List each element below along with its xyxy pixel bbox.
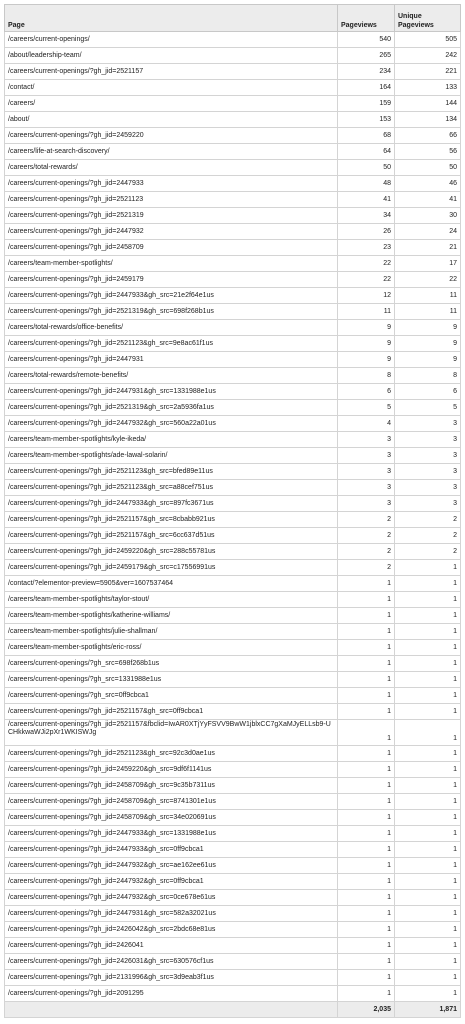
table-row (5, 272, 461, 288)
unique-pageviews-cell: 22 (395, 272, 461, 288)
page-cell[interactable]: /careers/current-openings/?gh_jid=2447931&gh_src=1331988e1us (5, 384, 338, 400)
pageviews-cell: 153 (338, 112, 395, 128)
pageviews-cell: 9 (338, 352, 395, 368)
table-row (5, 954, 461, 970)
page-cell[interactable]: /careers/current-openings/?gh_jid=2447933&gh_src=1331988e1us (5, 826, 338, 842)
totals-row (5, 1002, 461, 1018)
table-row (5, 512, 461, 528)
page-cell[interactable]: /careers/current-openings/?gh_jid=2458709 (5, 240, 338, 256)
table-row (5, 48, 461, 64)
pageviews-cell: 5 (338, 400, 395, 416)
unique-pageviews-cell: 144 (395, 96, 461, 112)
pageviews-cell: 1 (338, 922, 395, 938)
page-cell[interactable]: /careers/current-openings/?gh_jid=2131996&gh_src=3d9eab3f1us (5, 970, 338, 986)
table-row (5, 826, 461, 842)
unique-pageviews-cell: 242 (395, 48, 461, 64)
table-row (5, 890, 461, 906)
unique-pageviews-cell: 1 (395, 704, 461, 720)
page-cell[interactable]: /careers/total-rewards/ (5, 160, 338, 176)
page-cell[interactable]: /careers/current-openings/?gh_jid=2521319 (5, 208, 338, 224)
pageviews-cell: 3 (338, 480, 395, 496)
table-row (5, 720, 461, 746)
unique-pageviews-cell: 1 (395, 906, 461, 922)
pageviews-cell: 12 (338, 288, 395, 304)
page-cell[interactable]: /careers/current-openings/?gh_jid=2521123&gh_src=a88cef751us (5, 480, 338, 496)
page-cell[interactable]: /careers/current-openings/?gh_jid=2521157&gh_src=6cc637d51us (5, 528, 338, 544)
page-cell[interactable]: /careers/team-member-spotlights/eric-ross/ (5, 640, 338, 656)
unique-pageviews-cell: 56 (395, 144, 461, 160)
table-row (5, 794, 461, 810)
pageviews-cell: 1 (338, 970, 395, 986)
unique-pageviews-cell: 3 (395, 464, 461, 480)
total-pageviews: 2,035 (338, 1002, 395, 1018)
page-cell[interactable]: /careers/current-openings/?gh_jid=2447932&gh_src=0ce678e61us (5, 890, 338, 906)
table-row (5, 986, 461, 1002)
pageviews-cell: 22 (338, 256, 395, 272)
table-row (5, 858, 461, 874)
pageviews-cell: 3 (338, 448, 395, 464)
unique-pageviews-cell: 1 (395, 560, 461, 576)
page-cell[interactable]: /careers/current-openings/?gh_jid=2447932&gh_src=0ff9cbca1 (5, 874, 338, 890)
pageviews-cell: 2 (338, 544, 395, 560)
unique-pageviews-cell: 30 (395, 208, 461, 224)
unique-pageviews-cell: 1 (395, 640, 461, 656)
pageviews-cell: 50 (338, 160, 395, 176)
pageviews-cell: 26 (338, 224, 395, 240)
table-row (5, 656, 461, 672)
table-row (5, 64, 461, 80)
page-cell[interactable]: /careers/current-openings/?gh_jid=2521123&gh_src=bfed89e11us (5, 464, 338, 480)
column-header-pageviews[interactable]: Pageviews (338, 5, 395, 32)
pageviews-cell: 64 (338, 144, 395, 160)
page-cell[interactable]: /careers/current-openings/?gh_jid=2521319&gh_src=2a5936fa1us (5, 400, 338, 416)
table-row (5, 640, 461, 656)
page-cell[interactable]: /careers/current-openings/?gh_jid=2447931 (5, 352, 338, 368)
pageviews-cell: 164 (338, 80, 395, 96)
unique-pageviews-cell: 21 (395, 240, 461, 256)
page-cell[interactable]: /careers/current-openings/?gh_jid=2458709&gh_src=34e020691us (5, 810, 338, 826)
page-cell[interactable]: /careers/team-member-spotlights/julie-shallman/ (5, 624, 338, 640)
page-cell[interactable]: /careers/life-at-search-discovery/ (5, 144, 338, 160)
unique-pageviews-cell: 1 (395, 746, 461, 762)
pageviews-cell: 1 (338, 592, 395, 608)
table-row (5, 938, 461, 954)
pageviews-cell: 3 (338, 464, 395, 480)
page-cell[interactable]: /contact/ (5, 80, 338, 96)
pageviews-cell: 1 (338, 890, 395, 906)
unique-pageviews-cell: 5 (395, 400, 461, 416)
page-cell[interactable]: /careers/current-openings/?gh_jid=2521123&gh_src=9e8ac61f1us (5, 336, 338, 352)
table-row (5, 304, 461, 320)
table-row (5, 528, 461, 544)
page-cell[interactable]: /careers/current-openings/?gh_jid=2459220&gh_src=9df6f1141us (5, 762, 338, 778)
unique-pageviews-cell: 24 (395, 224, 461, 240)
pageviews-cell: 159 (338, 96, 395, 112)
table-row (5, 320, 461, 336)
pageviews-cell: 22 (338, 272, 395, 288)
unique-pageviews-cell: 1 (395, 672, 461, 688)
page-cell[interactable]: /careers/team-member-spotlights/ (5, 256, 338, 272)
page-cell[interactable]: /careers/team-member-spotlights/taylor-stout/ (5, 592, 338, 608)
pageviews-cell: 2 (338, 528, 395, 544)
unique-pageviews-cell: 221 (395, 64, 461, 80)
table-row (5, 384, 461, 400)
page-cell[interactable]: /careers/current-openings/?gh_jid=2447933&gh_src=0ff9cbca1 (5, 842, 338, 858)
unique-pageviews-cell: 1 (395, 890, 461, 906)
pageviews-cell: 2 (338, 560, 395, 576)
table-row (5, 592, 461, 608)
page-cell[interactable]: /careers/current-openings/?gh_jid=2447933 (5, 176, 338, 192)
page-cell[interactable]: /about/leadership-team/ (5, 48, 338, 64)
page-cell[interactable]: /careers/current-openings/?gh_jid=2521123 (5, 192, 338, 208)
unique-pageviews-cell: 134 (395, 112, 461, 128)
page-cell[interactable]: /careers/current-openings/?gh_jid=2447932&gh_src=ae162ee61us (5, 858, 338, 874)
page-cell[interactable]: /contact/?elementor-preview=5905&ver=1607537464 (5, 576, 338, 592)
pageviews-cell: 1 (338, 954, 395, 970)
pageviews-cell: 1 (338, 986, 395, 1002)
unique-pageviews-cell: 66 (395, 128, 461, 144)
table-row (5, 544, 461, 560)
analytics-report (4, 4, 460, 1018)
pageviews-cell: 23 (338, 240, 395, 256)
page-cell[interactable]: /careers/current-openings/?gh_src=698f268b1us (5, 656, 338, 672)
table-row (5, 400, 461, 416)
page-cell[interactable]: /careers/current-openings/?gh_jid=2447932 (5, 224, 338, 240)
pageviews-cell: 9 (338, 336, 395, 352)
unique-pageviews-cell: 1 (395, 688, 461, 704)
unique-pageviews-cell: 1 (395, 576, 461, 592)
page-cell[interactable]: /careers/current-openings/?gh_jid=2458709&gh_src=9c35b7311us (5, 778, 338, 794)
unique-pageviews-cell: 9 (395, 352, 461, 368)
table-row (5, 336, 461, 352)
table-row (5, 352, 461, 368)
page-cell[interactable]: /careers/current-openings/?gh_jid=2426031&gh_src=630576cf1us (5, 954, 338, 970)
pageviews-cell: 1 (338, 656, 395, 672)
table-row (5, 704, 461, 720)
table-row (5, 922, 461, 938)
unique-pageviews-cell: 1 (395, 986, 461, 1002)
unique-pageviews-cell: 1 (395, 922, 461, 938)
unique-pageviews-cell: 1 (395, 794, 461, 810)
pageviews-cell: 1 (338, 688, 395, 704)
pageviews-cell: 4 (338, 416, 395, 432)
page-cell[interactable]: /careers/current-openings/?gh_src=1331988e1us (5, 672, 338, 688)
page-cell[interactable]: /careers/current-openings/?gh_jid=2091295 (5, 986, 338, 1002)
unique-pageviews-cell: 1 (395, 938, 461, 954)
pageviews-cell: 540 (338, 32, 395, 48)
unique-pageviews-cell: 1 (395, 810, 461, 826)
page-cell[interactable]: /careers/current-openings/?gh_jid=2521157&fbclid=IwAR0XTjYyFSVV9BwW1jblxCC7gXaMJyELLsb9-UCHkkwaWJi2pXr1WKISWJg (5, 720, 338, 746)
table-row (5, 128, 461, 144)
unique-pageviews-cell: 17 (395, 256, 461, 272)
unique-pageviews-cell: 3 (395, 480, 461, 496)
unique-pageviews-cell: 1 (395, 954, 461, 970)
table-row (5, 32, 461, 48)
table-row (5, 240, 461, 256)
page-cell[interactable]: /careers/current-openings/ (5, 32, 338, 48)
unique-pageviews-cell: 2 (395, 528, 461, 544)
page-cell[interactable]: /careers/team-member-spotlights/katherine-williams/ (5, 608, 338, 624)
page-cell[interactable]: /careers/ (5, 96, 338, 112)
pageviews-cell: 1 (338, 938, 395, 954)
page-cell[interactable]: /careers/current-openings/?gh_jid=2426041 (5, 938, 338, 954)
table-row (5, 432, 461, 448)
unique-pageviews-cell: 9 (395, 320, 461, 336)
table-row (5, 778, 461, 794)
unique-pageviews-cell: 1 (395, 778, 461, 794)
unique-pageviews-cell: 1 (395, 858, 461, 874)
pageviews-cell: 8 (338, 368, 395, 384)
unique-pageviews-cell: 1 (395, 874, 461, 890)
pageviews-table (4, 4, 461, 1018)
unique-pageviews-cell: 2 (395, 512, 461, 528)
pageviews-cell: 3 (338, 432, 395, 448)
table-row (5, 874, 461, 890)
unique-pageviews-cell: 133 (395, 80, 461, 96)
page-cell[interactable]: /careers/total-rewards/office-benefits/ (5, 320, 338, 336)
page-cell[interactable]: /careers/current-openings/?gh_jid=2426042&gh_src=2bdc68e81us (5, 922, 338, 938)
unique-pageviews-cell: 1 (395, 762, 461, 778)
table-row (5, 560, 461, 576)
unique-pageviews-cell: 11 (395, 304, 461, 320)
unique-pageviews-cell: 46 (395, 176, 461, 192)
table-header-row (5, 5, 461, 32)
pageviews-cell: 1 (338, 624, 395, 640)
unique-pageviews-cell: 50 (395, 160, 461, 176)
pageviews-cell: 41 (338, 192, 395, 208)
pageviews-cell: 48 (338, 176, 395, 192)
pageviews-cell: 1 (338, 906, 395, 922)
page-cell[interactable]: /careers/current-openings/?gh_jid=2447931&gh_src=582a32021us (5, 906, 338, 922)
unique-pageviews-cell: 1 (395, 624, 461, 640)
pageviews-cell: 1 (338, 746, 395, 762)
page-cell[interactable]: /careers/current-openings/?gh_jid=2521157 (5, 64, 338, 80)
pageviews-cell: 1 (338, 810, 395, 826)
pageviews-cell: 1 (338, 762, 395, 778)
page-cell[interactable]: /careers/current-openings/?gh_jid=2459179&gh_src=c17556991us (5, 560, 338, 576)
table-row (5, 842, 461, 858)
table-row (5, 608, 461, 624)
unique-pageviews-cell: 8 (395, 368, 461, 384)
pageviews-cell: 34 (338, 208, 395, 224)
pageviews-cell: 1 (338, 720, 395, 746)
unique-pageviews-cell: 3 (395, 496, 461, 512)
table-row (5, 176, 461, 192)
pageviews-cell: 6 (338, 384, 395, 400)
table-row (5, 192, 461, 208)
table-row (5, 256, 461, 272)
unique-pageviews-cell: 1 (395, 592, 461, 608)
table-row (5, 746, 461, 762)
unique-pageviews-cell: 41 (395, 192, 461, 208)
unique-pageviews-cell: 3 (395, 448, 461, 464)
table-row (5, 160, 461, 176)
unique-pageviews-cell: 9 (395, 336, 461, 352)
pageviews-cell: 1 (338, 842, 395, 858)
pageviews-cell: 1 (338, 874, 395, 890)
unique-pageviews-cell: 11 (395, 288, 461, 304)
pageviews-cell: 9 (338, 320, 395, 336)
table-row (5, 416, 461, 432)
pageviews-cell: 11 (338, 304, 395, 320)
totals-label (5, 1002, 338, 1018)
page-cell[interactable]: /careers/total-rewards/remote-benefits/ (5, 368, 338, 384)
pageviews-cell: 1 (338, 704, 395, 720)
unique-pageviews-cell: 1 (395, 826, 461, 842)
table-body (5, 32, 461, 1002)
table-row (5, 96, 461, 112)
unique-pageviews-cell: 1 (395, 970, 461, 986)
table-row (5, 576, 461, 592)
pageviews-cell: 1 (338, 640, 395, 656)
table-row (5, 624, 461, 640)
table-row (5, 448, 461, 464)
page-cell[interactable]: /careers/team-member-spotlights/kyle-ikeda/ (5, 432, 338, 448)
page-cell[interactable]: /careers/current-openings/?gh_jid=2459220 (5, 128, 338, 144)
page-cell[interactable]: /careers/current-openings/?gh_jid=2459179 (5, 272, 338, 288)
page-cell[interactable]: /careers/current-openings/?gh_jid=2521319&gh_src=698f268b1us (5, 304, 338, 320)
column-header-unique-pageviews[interactable]: Unique Pageviews (395, 5, 461, 32)
table-row (5, 144, 461, 160)
page-cell[interactable]: /careers/team-member-spotlights/ade-lawal-solarin/ (5, 448, 338, 464)
unique-pageviews-cell: 1 (395, 656, 461, 672)
table-row (5, 970, 461, 986)
page-cell[interactable]: /careers/current-openings/?gh_jid=2521123&gh_src=92c3d0ae1us (5, 746, 338, 762)
unique-pageviews-cell: 1 (395, 842, 461, 858)
page-cell[interactable]: /careers/current-openings/?gh_jid=2447932&gh_src=560a22a01us (5, 416, 338, 432)
table-row (5, 224, 461, 240)
table-row (5, 208, 461, 224)
page-cell[interactable]: /careers/current-openings/?gh_jid=2447933&gh_src=897fc3671us (5, 496, 338, 512)
pageviews-cell: 3 (338, 496, 395, 512)
table-row (5, 464, 461, 480)
pageviews-cell: 1 (338, 608, 395, 624)
column-header-page[interactable]: Page (5, 5, 338, 32)
pageviews-cell: 1 (338, 858, 395, 874)
table-row (5, 480, 461, 496)
unique-pageviews-cell: 2 (395, 544, 461, 560)
page-cell[interactable]: /careers/current-openings/?gh_jid=2459220&gh_src=288c55781us (5, 544, 338, 560)
total-unique-pageviews: 1,871 (395, 1002, 461, 1018)
unique-pageviews-cell: 3 (395, 432, 461, 448)
pageviews-cell: 1 (338, 826, 395, 842)
pageviews-cell: 1 (338, 672, 395, 688)
unique-pageviews-cell: 1 (395, 720, 461, 746)
unique-pageviews-cell: 505 (395, 32, 461, 48)
page-cell[interactable]: /careers/current-openings/?gh_jid=2521157&gh_src=0ff9cbca1 (5, 704, 338, 720)
page-cell[interactable]: /careers/current-openings/?gh_jid=2447933&gh_src=21e2f64e1us (5, 288, 338, 304)
unique-pageviews-cell: 3 (395, 416, 461, 432)
unique-pageviews-cell: 1 (395, 608, 461, 624)
unique-pageviews-cell: 6 (395, 384, 461, 400)
pageviews-cell: 68 (338, 128, 395, 144)
pageviews-cell: 1 (338, 794, 395, 810)
page-cell[interactable]: /careers/current-openings/?gh_src=0ff9cbca1 (5, 688, 338, 704)
pageviews-cell: 1 (338, 576, 395, 592)
page-cell[interactable]: /about/ (5, 112, 338, 128)
pageviews-cell: 2 (338, 512, 395, 528)
table-row (5, 368, 461, 384)
table-row (5, 672, 461, 688)
table-row (5, 906, 461, 922)
page-cell[interactable]: /careers/current-openings/?gh_jid=2521157&gh_src=8cbabb921us (5, 512, 338, 528)
table-row (5, 496, 461, 512)
table-row (5, 688, 461, 704)
table-row (5, 288, 461, 304)
pageviews-cell: 265 (338, 48, 395, 64)
pageviews-cell: 234 (338, 64, 395, 80)
pageviews-cell: 1 (338, 778, 395, 794)
table-row (5, 810, 461, 826)
table-row (5, 762, 461, 778)
table-row (5, 112, 461, 128)
table-row (5, 80, 461, 96)
page-cell[interactable]: /careers/current-openings/?gh_jid=2458709&gh_src=8741301e1us (5, 794, 338, 810)
